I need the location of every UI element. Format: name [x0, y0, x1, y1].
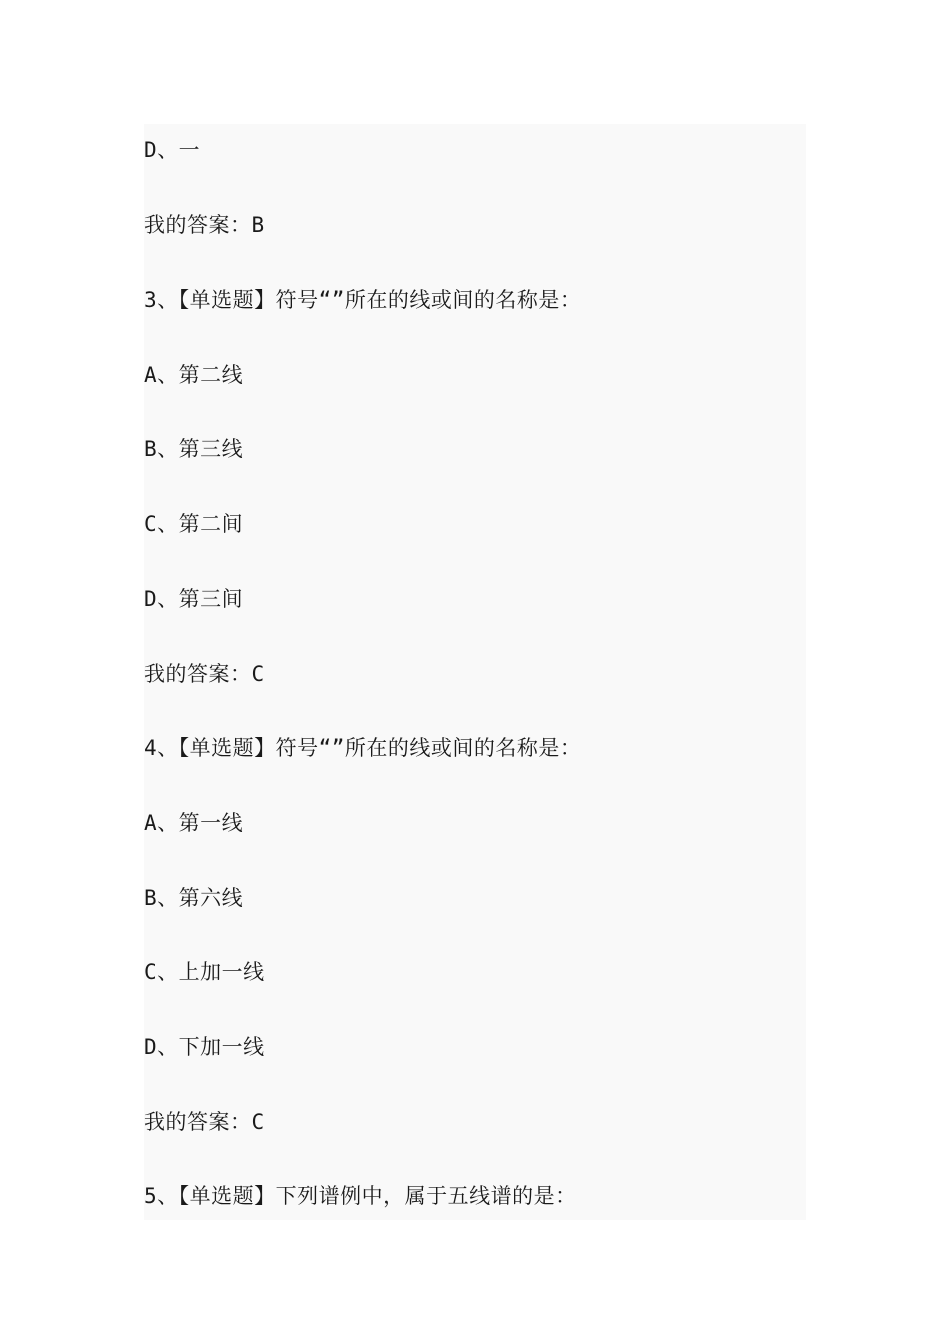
question-4-title: 4、【单选题】符号“”所在的线或间的名称是：	[144, 736, 582, 760]
prev-question-my-answer: 我的答案：B	[144, 213, 265, 237]
question-4-my-answer: 我的答案：C	[144, 1110, 265, 1134]
question-4-option-c: C、上加一线	[144, 960, 265, 984]
question-4-option-d: D、下加一线	[144, 1035, 265, 1059]
question-5-title: 5、【单选题】下列谱例中，属于五线谱的是：	[144, 1184, 577, 1208]
question-4-option-a: A、第一线	[144, 811, 244, 835]
question-3-option-c: C、第二间	[144, 512, 244, 536]
question-3-option-a: A、第二线	[144, 363, 244, 387]
question-3-my-answer: 我的答案：C	[144, 662, 265, 686]
question-3-option-d: D、第三间	[144, 587, 244, 611]
question-3-option-b: B、第三线	[144, 437, 244, 461]
prev-question-option-d: D、一	[144, 138, 201, 162]
question-3-title: 3、【单选题】符号“”所在的线或间的名称是：	[144, 288, 582, 312]
question-4-option-b: B、第六线	[144, 886, 244, 910]
